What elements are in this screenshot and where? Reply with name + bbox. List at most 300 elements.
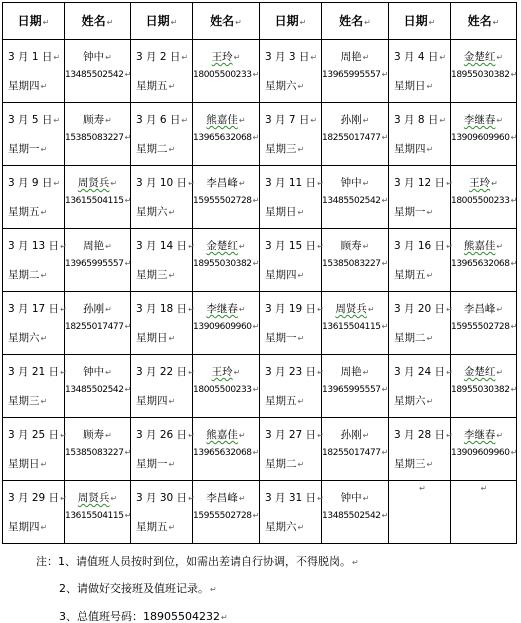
date-line [265,240,324,252]
person-name: 周艳 [83,240,105,252]
name-cell [65,355,131,418]
date-line [8,52,64,63]
weekday-text: 星期一 [136,457,168,470]
date-cell [131,229,193,292]
phone-line [322,512,388,521]
name-cell [322,481,389,544]
phone-number: 13965995557 [322,384,381,395]
weekday-line [265,333,321,344]
person-name-line [65,178,130,189]
weekday-line [394,333,450,344]
phone-line [65,512,130,521]
weekday-line [265,459,321,470]
date-text: 3 月 21 日 [8,366,60,378]
date-text: 3 月 11 日 [265,177,317,189]
paragraph-mark-icon: ↵ [188,242,195,251]
header-label: 日期 [17,14,42,28]
paragraph-mark-icon: ↵ [446,368,453,377]
weekday-text: 星期六 [394,394,426,407]
weekday-text: 星期四 [8,520,40,533]
person-name-line [193,115,259,126]
phone-line [193,386,259,395]
phone-line [193,260,259,269]
date-text: 3 月 13 日 [8,240,60,252]
person-name-line [65,52,130,63]
paragraph-mark-icon: ↵ [362,431,370,440]
date-cell [389,40,451,103]
paragraph-mark-icon: ↵ [252,384,259,394]
date-line [8,492,67,504]
paragraph-mark-icon: ↵ [426,333,434,343]
phone-line [65,71,130,80]
date-text: 3 月 12 日 [394,177,446,189]
phone-number: 13485502542 [65,69,124,80]
phone-line [65,323,130,332]
paragraph-mark-icon: ↵ [252,258,259,268]
date-cell [389,355,451,418]
person-name: 周贤兵 [77,177,110,189]
person-name-line [193,304,259,315]
weekday-line [394,459,450,470]
table-row [3,40,517,103]
paragraph-mark-icon: ↵ [105,242,112,251]
person-name-line [193,493,259,504]
weekday-text: 星期四 [394,142,426,155]
paragraph-mark-icon: ↵ [106,18,114,27]
paragraph-mark-icon: ↵ [317,242,324,251]
header-label: 姓名 [339,14,364,28]
paragraph-mark-icon: ↵ [210,585,217,594]
weekday-text: 星期日 [265,205,297,218]
weekday-text: 星期六 [265,520,297,533]
date-line [8,115,64,126]
date-text: 3 月 16 日 [394,240,446,252]
date-text: 3 月 9 日 [8,177,53,189]
name-cell [65,292,131,355]
person-name: 李昌峰 [206,177,238,189]
date-cell [389,292,451,355]
weekday-line [394,396,450,407]
weekday-line [8,396,64,407]
person-name: 熊嘉佳 [206,429,238,441]
person-name: 王玲 [211,366,233,378]
phone-number: 18005500233 [193,384,252,395]
paragraph-mark-icon: ↵ [168,270,176,280]
phone-line [322,260,388,269]
phone-line [193,449,259,458]
paragraph-mark-icon: ↵ [40,396,48,406]
weekday-line [8,459,64,470]
date-line [136,177,195,189]
phone-line [193,197,259,206]
weekday-text: 星期三 [394,457,426,470]
weekday-line [136,459,192,470]
person-name: 钟中 [340,177,362,189]
paragraph-mark-icon: ↵ [419,484,426,493]
paragraph-mark-icon: ↵ [170,18,178,27]
paragraph-mark-icon: ↵ [428,18,436,27]
paragraph-mark-icon: ↵ [124,132,131,142]
note-text-1: 注：1、请值班人员按时到位，如需出差请自行协调，不得脱岗。 [36,555,351,568]
person-name-line [65,493,130,504]
weekday-text: 星期五 [394,268,426,281]
date-line [265,492,324,504]
person-name: 李继春 [463,114,496,126]
phone-number: 13965995557 [65,258,124,269]
person-name: 王玲 [469,177,491,189]
phone-number: 13909609960 [451,447,510,458]
phone-line [65,260,130,269]
person-name-line [193,52,259,63]
paragraph-mark-icon: ↵ [252,195,259,205]
phone-line [451,386,516,395]
date-cell [260,292,322,355]
paragraph-mark-icon: ↵ [40,144,48,154]
date-cell [260,103,322,166]
header-name [451,3,517,40]
person-name: 熊嘉佳 [206,114,238,126]
paragraph-mark-icon: ↵ [40,81,48,91]
paragraph-mark-icon: ↵ [317,179,324,188]
weekday-line [265,144,321,155]
weekday-text: 星期一 [394,205,426,218]
date-cell [131,103,193,166]
date-line [8,303,67,315]
paragraph-mark-icon: ↵ [110,494,118,503]
person-name-line [451,430,516,441]
weekday-line [394,144,450,155]
date-text: 3 月 31 日 [265,492,317,504]
date-text: 3 月 26 日 [136,429,188,441]
person-name-line [65,367,130,378]
paragraph-mark-icon: ↵ [439,53,447,62]
date-text: 3 月 29 日 [8,492,60,504]
paragraph-mark-icon: ↵ [510,69,517,79]
phone-number: 15955502728 [193,195,252,206]
paragraph-mark-icon: ↵ [426,207,434,217]
paragraph-mark-icon: ↵ [105,116,112,125]
weekday-text: 星期二 [136,142,168,155]
paragraph-mark-icon: ↵ [362,179,370,188]
person-name: 金楚红 [463,51,496,63]
person-name-line [322,52,388,63]
name-cell [451,292,517,355]
phone-line [65,386,130,395]
weekday-line [136,81,192,92]
name-cell [322,103,389,166]
paragraph-mark-icon: ↵ [188,431,195,440]
note-text-3: 3、总值班号码：18905504232 [59,610,220,623]
person-name-line [322,241,388,252]
paragraph-mark-icon: ↵ [233,368,241,377]
phone-line [322,71,388,80]
weekday-text: 星期六 [265,79,297,92]
date-text: 3 月 4 日 [394,51,439,63]
paragraph-mark-icon: ↵ [510,132,517,142]
date-text: 3 月 5 日 [8,114,53,126]
date-cell [131,292,193,355]
person-name: 孙刚 [340,114,362,126]
paragraph-mark-icon: ↵ [235,18,242,27]
weekday-text: 星期二 [265,457,297,470]
paragraph-mark-icon: ↵ [238,431,246,440]
paragraph-mark-icon: ↵ [426,270,434,280]
paragraph-mark-icon: ↵ [426,81,434,91]
paragraph-mark-icon: ↵ [238,242,246,251]
phone-line [451,260,516,269]
weekday-line [8,522,64,533]
person-name-line [322,493,388,504]
weekday-text: 星期四 [265,268,297,281]
weekday-line [8,144,64,155]
phone-line [193,323,259,332]
date-text: 3 月 22 日 [136,366,188,378]
person-name: 李昌峰 [206,492,238,504]
note-text-2: 2、请做好交接班及值班记录。 [59,582,209,595]
phone-number: 13615504115 [322,321,381,332]
date-cell [260,166,322,229]
table-row [3,229,517,292]
person-name-line [322,430,388,441]
date-text: 3 月 19 日 [265,303,317,315]
paragraph-mark-icon: ↵ [426,396,434,406]
table-row [3,292,517,355]
date-cell [260,481,322,544]
date-cell [3,103,65,166]
date-cell [260,355,322,418]
paragraph-mark-icon: ↵ [446,431,453,440]
header-date [3,3,65,40]
person-name: 顾寿 [83,429,105,441]
paragraph-mark-icon: ↵ [105,368,112,377]
name-cell [193,229,260,292]
paragraph-mark-icon: ↵ [53,116,61,125]
date-cell [3,418,65,481]
paragraph-mark-icon: ↵ [168,396,176,406]
phone-number: 13965632068 [193,447,252,458]
date-text: 3 月 23 日 [265,366,317,378]
paragraph-mark-icon: ↵ [381,132,388,142]
paragraph-mark-icon: ↵ [124,510,131,520]
date-line [394,52,450,63]
phone-number: 13485502542 [322,195,381,206]
person-name: 顾寿 [340,240,362,252]
phone-line [451,323,516,332]
paragraph-mark-icon: ↵ [317,305,324,314]
name-cell [193,418,260,481]
name-cell [451,481,517,544]
paragraph-mark-icon: ↵ [317,431,324,440]
phone-line [65,134,130,143]
phone-line [65,449,130,458]
name-cell [193,481,260,544]
person-name-line [65,430,130,441]
date-cell [260,229,322,292]
paragraph-mark-icon: ↵ [364,18,371,27]
phone-line [193,134,259,143]
date-line [394,366,453,378]
paragraph-mark-icon: ↵ [362,116,370,125]
name-cell [65,103,131,166]
date-line [8,429,67,441]
weekday-text: 星期五 [136,520,168,533]
person-name-line [451,367,516,378]
date-cell [389,418,451,481]
name-cell [451,166,517,229]
header-name [65,3,131,40]
weekday-text: 星期日 [136,331,168,344]
paragraph-mark-icon: ↵ [60,368,67,377]
name-cell [322,355,389,418]
date-cell [389,103,451,166]
paragraph-mark-icon: ↵ [381,384,388,394]
date-text: 3 月 28 日 [394,429,446,441]
date-line [136,492,195,504]
paragraph-mark-icon: ↵ [168,81,176,91]
paragraph-mark-icon: ↵ [233,53,241,62]
paragraph-mark-icon: ↵ [510,321,517,331]
name-cell [65,229,131,292]
paragraph-mark-icon: ↵ [238,179,246,188]
paragraph-mark-icon: ↵ [110,179,118,188]
phone-number: 15385083227 [65,447,124,458]
name-cell [193,166,260,229]
header-date [260,3,322,40]
phone-number: 15385083227 [65,132,124,143]
phone-line [193,512,259,521]
name-cell [65,166,131,229]
paragraph-mark-icon: ↵ [426,144,434,154]
paragraph-mark-icon: ↵ [381,195,388,205]
header-label: 姓名 [210,14,235,28]
paragraph-mark-icon: ↵ [181,53,189,62]
phone-number: 18955030382 [193,258,252,269]
name-cell [451,229,517,292]
person-name: 钟中 [340,492,362,504]
date-cell [260,40,322,103]
name-cell [65,418,131,481]
paragraph-mark-icon: ↵ [252,69,259,79]
name-cell [322,292,389,355]
table-row [3,103,517,166]
paragraph-mark-icon: ↵ [492,18,500,27]
weekday-line [8,333,64,344]
paragraph-mark-icon: ↵ [252,132,259,142]
date-cell [131,166,193,229]
person-name: 李继春 [206,303,238,315]
paragraph-mark-icon: ↵ [40,522,48,532]
paragraph-mark-icon: ↵ [496,305,504,314]
paragraph-mark-icon: ↵ [362,53,370,62]
header-date [131,3,193,40]
date-line [394,115,450,126]
weekday-text: 星期五 [136,79,168,92]
header-label: 姓名 [81,14,106,28]
table-row [3,166,517,229]
phone-number: 13485502542 [65,384,124,395]
date-text: 3 月 14 日 [136,240,188,252]
phone-line [451,71,516,80]
person-name-line [193,178,259,189]
paragraph-mark-icon: ↵ [53,179,61,188]
person-name-line [322,304,388,315]
note-line-1 [36,556,359,567]
date-cell [131,40,193,103]
paragraph-mark-icon: ↵ [352,558,359,567]
person-name: 李继春 [463,429,496,441]
name-cell [451,103,517,166]
weekday-line [265,522,321,533]
phone-number: 13965995557 [322,69,381,80]
weekday-line [136,522,192,533]
date-text: 3 月 15 日 [265,240,317,252]
paragraph-mark-icon: ↵ [168,459,176,469]
paragraph-mark-icon: ↵ [381,258,388,268]
phone-number: 18255017477 [322,132,381,143]
paragraph-mark-icon: ↵ [238,305,246,314]
person-name: 李昌峰 [463,303,496,315]
name-cell [193,103,260,166]
paragraph-mark-icon: ↵ [105,431,112,440]
phone-line [451,134,516,143]
phone-line [322,134,388,143]
date-cell [131,355,193,418]
phone-number: 13965632068 [193,132,252,143]
phone-number: 13909609960 [193,321,252,332]
date-line [394,303,453,315]
date-cell [3,166,65,229]
phone-line [322,449,388,458]
paragraph-mark-icon: ↵ [362,368,370,377]
name-cell [322,40,389,103]
person-name: 周贤兵 [77,492,110,504]
paragraph-mark-icon: ↵ [168,144,176,154]
weekday-line [394,270,450,281]
header-label: 日期 [403,14,428,28]
date-text: 3 月 10 日 [136,177,188,189]
name-cell [65,40,131,103]
date-text: 3 月 30 日 [136,492,188,504]
paragraph-mark-icon: ↵ [297,270,305,280]
phone-number: 18255017477 [65,321,124,332]
table-row [3,418,517,481]
paragraph-mark-icon: ↵ [496,53,504,62]
table-row [3,355,517,418]
date-line [136,366,195,378]
person-name: 熊嘉佳 [463,240,496,252]
date-line [8,240,67,252]
person-name: 周贤兵 [335,303,367,315]
date-text: 3 月 25 日 [8,429,60,441]
paragraph-mark-icon: ↵ [310,116,318,125]
person-name-line [193,241,259,252]
weekday-line [265,396,321,407]
date-line [265,52,321,63]
paragraph-mark-icon: ↵ [40,207,48,217]
person-name-line [451,304,516,315]
date-line [136,52,192,63]
person-name-line [322,178,388,189]
date-line [265,303,324,315]
header-label: 日期 [274,14,299,28]
paragraph-mark-icon: ↵ [188,368,195,377]
phone-line [451,449,516,458]
paragraph-mark-icon: ↵ [252,447,259,457]
person-name: 周艳 [340,51,362,63]
person-name: 钟中 [83,51,105,63]
phone-number: 13909609960 [451,132,510,143]
person-name-line [451,241,516,252]
